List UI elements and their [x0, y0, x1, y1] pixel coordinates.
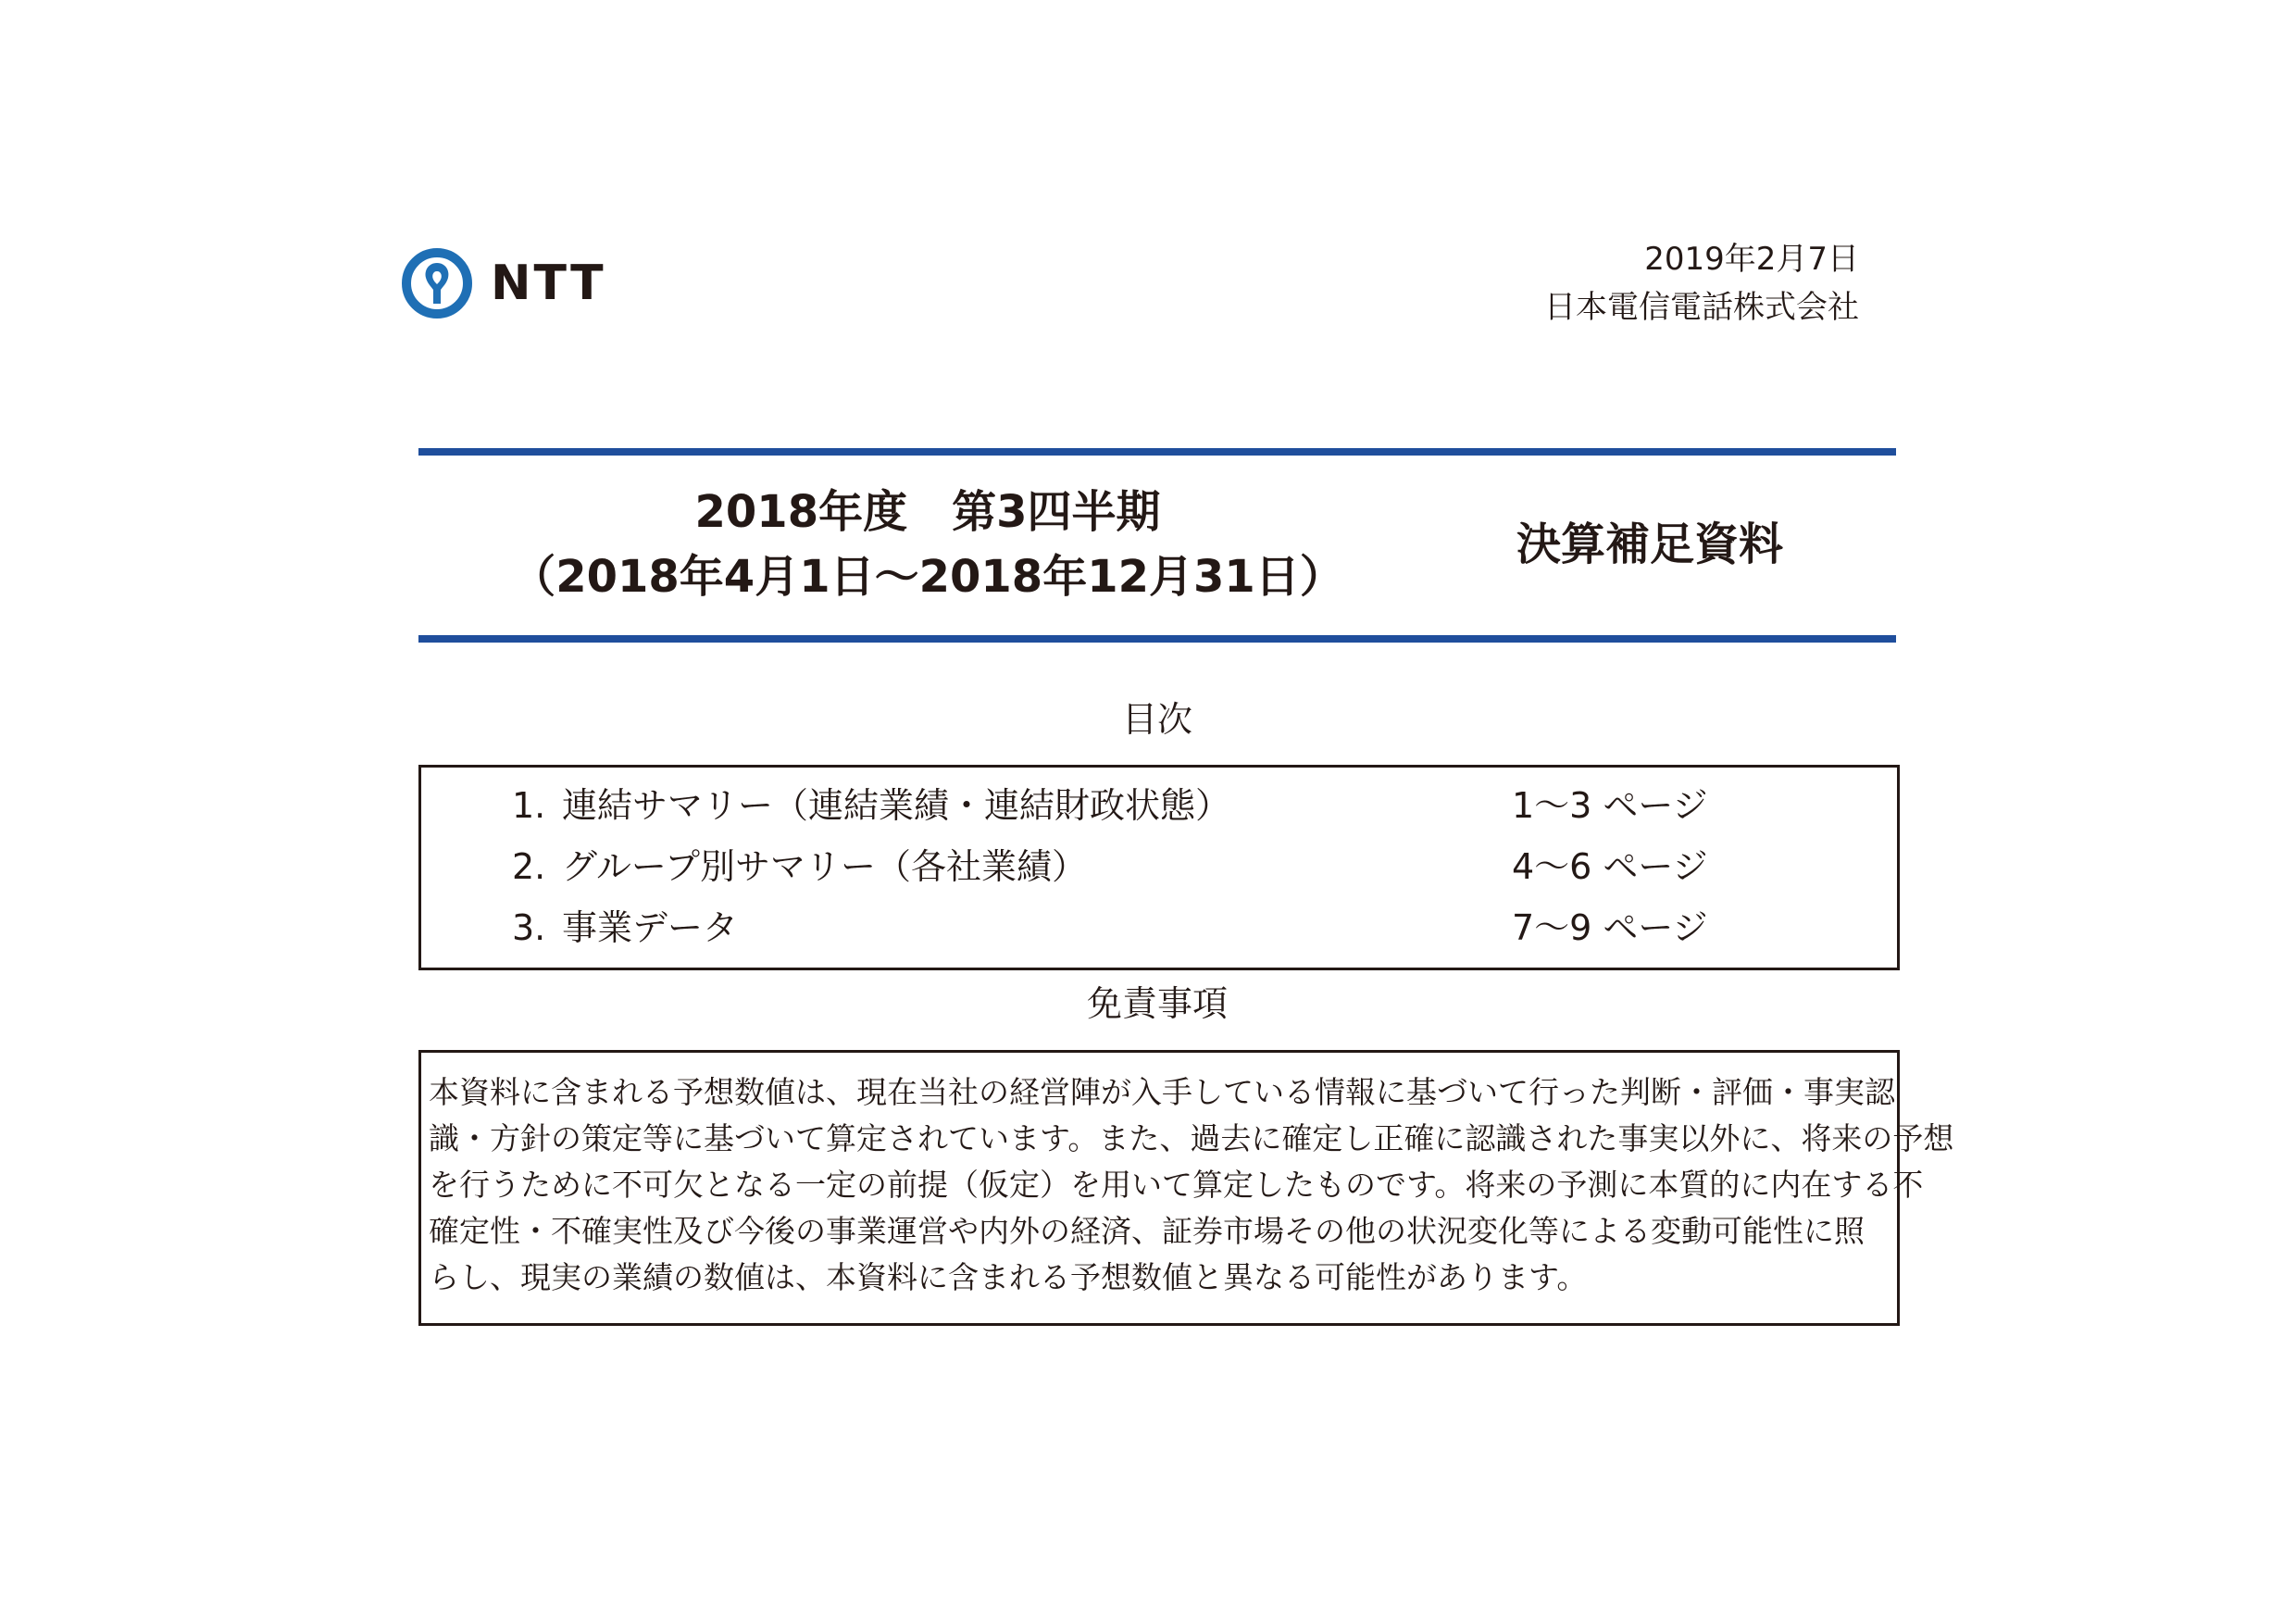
toc-item-title: 事業データ	[562, 907, 739, 948]
title-rule-top	[418, 448, 1896, 456]
disclaimer-line: を行うために不可欠となる一定の前提（仮定）を用いて算定したものです。将来の予測に本質的に内在する不	[429, 1167, 1924, 1203]
disclaimer-heading: 免責事項	[1086, 983, 1228, 1024]
disclaimer-line: 確定性・不確実性及び今後の事業運営や内外の経済、証券市場その他の状況変化等による変動可能性に照	[429, 1213, 1865, 1249]
header-info	[1544, 235, 1859, 331]
toc-item-number: 3.	[512, 907, 546, 948]
toc-item-title: グループ別サマリー（各社業績）	[562, 846, 1087, 887]
toc-heading: 目次	[1121, 699, 1192, 740]
toc-item[interactable]	[421, 836, 1897, 897]
toc-item-title: 連結サマリー（連結業績・連結財政状態）	[562, 785, 1231, 826]
title-rule-bottom	[418, 635, 1896, 643]
date-range: （2018年4月1日～2018年12月31日）	[511, 551, 1344, 603]
toc-item-pages: 1～3 ページ	[1512, 785, 1708, 826]
toc-box	[418, 765, 1900, 970]
toc-item-pages: 7～9 ページ	[1512, 907, 1708, 948]
ntt-logo	[400, 246, 606, 320]
toc-item-number: 1.	[512, 785, 546, 826]
fiscal-period: 2018年度 第3四半期	[694, 486, 1161, 538]
disclaimer-line: らし、現実の業績の数値は、本資料に含まれる予想数値と異なる可能性があります。	[429, 1259, 1588, 1295]
disclaimer-text	[429, 1069, 1954, 1301]
disclaimer-box	[418, 1050, 1954, 1326]
disclaimer-line: 識・方針の策定等に基づいて算定されています。また、過去に確定し正確に認識された事実以外に、将来の予想	[429, 1120, 1954, 1156]
document-type: 決算補足資料	[1516, 518, 1783, 570]
ntt-logo-icon	[400, 246, 474, 320]
logo-wordmark: NTT	[491, 256, 606, 311]
report-period-title	[418, 480, 1437, 609]
toc-item-pages: 4～6 ページ	[1512, 846, 1708, 887]
disclaimer-line: 本資料に含まれる予想数値は、現在当社の経営陣が入手している情報に基づいて行った判断・評価・事実認	[429, 1074, 1895, 1110]
toc-item-number: 2.	[512, 846, 546, 887]
company-name: 日本電信電話株式会社	[1544, 289, 1859, 326]
toc-item[interactable]	[421, 775, 1897, 836]
issue-date: 2019年2月7日	[1644, 241, 1859, 278]
toc-item[interactable]	[421, 897, 1897, 958]
